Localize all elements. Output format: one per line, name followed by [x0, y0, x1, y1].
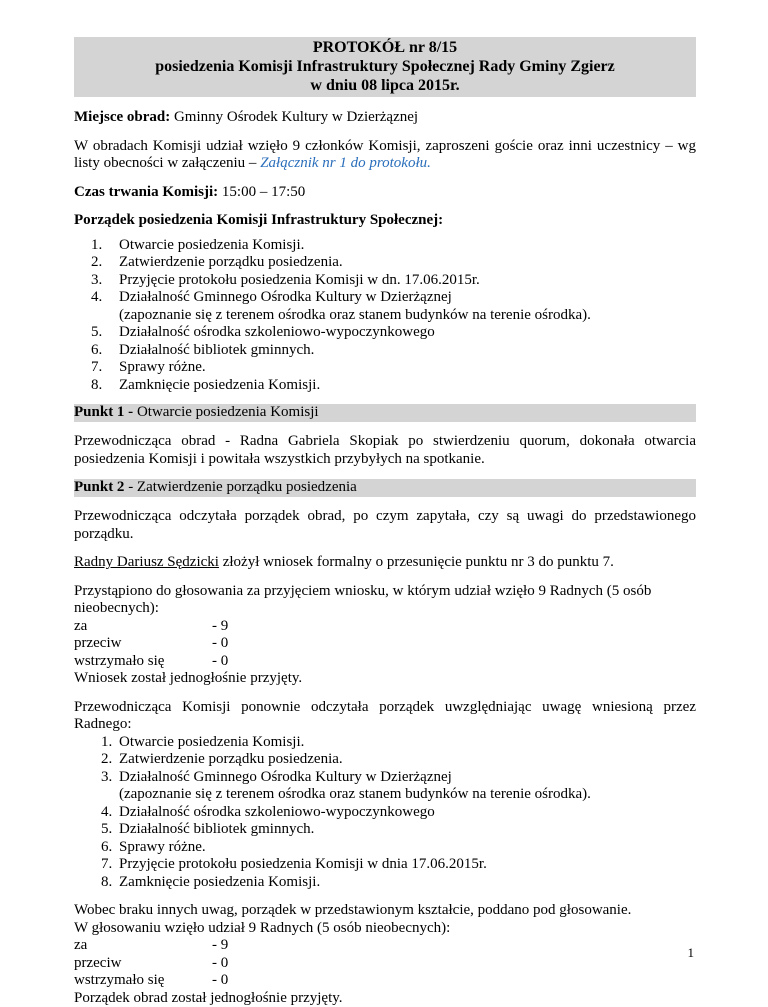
point-2-label: Punkt 2	[74, 479, 124, 495]
vote-2-label: za	[74, 937, 212, 955]
header-line-3: w dniu 08 lipca 2015r.	[74, 76, 696, 95]
agenda-item-text: Zatwierdzenie porządku posiedzenia.	[119, 254, 343, 270]
duration-label: Czas trwania Komisji:	[74, 184, 218, 200]
revised-agenda-item-number: 2.	[101, 751, 112, 769]
revised-agenda-item-text: Otwarcie posiedzenia Komisji.	[119, 734, 304, 750]
page-number: 1	[688, 945, 695, 961]
point-2-title: - Zatwierdzenie porządku posiedzenia	[124, 479, 356, 495]
agenda-heading: Porządek posiedzenia Komisji Infrastruktury Społecznej:	[74, 212, 696, 230]
agenda-item	[74, 324, 696, 342]
vote-2-row	[74, 937, 696, 955]
agenda-item	[74, 377, 696, 395]
vote-2-results	[74, 937, 696, 990]
vote-2-row	[74, 972, 696, 990]
final-vote-paragraph-2: W głosowaniu wzięło udział 9 Radnych (5 osób nieobecnych):	[74, 920, 696, 938]
agenda-item-text: Przyjęcie protokołu posiedzenia Komisji w dn. 17.06.2015r.	[119, 272, 480, 288]
point-1-text: Przewodnicząca obrad - Radna Gabriela Skopiak po stwierdzeniu quorum, dokonała otwarcia posiedzenia Komisji i powitała wszystkich przybyłych na spotkanie.	[74, 433, 696, 468]
agenda-item-number: 6.	[91, 342, 102, 360]
point-1-label: Punkt 1 -	[74, 404, 133, 420]
vote-1-intro: Przystąpiono do głosowania za przyjęciem wniosku, w którym udział wzięło 9 Radnych (5 osób nieobecnych):	[74, 583, 696, 618]
point-2-intro: Przewodnicząca odczytała porządek obrad, po czym zapytała, czy są uwagi do przedstawionego porządku.	[74, 508, 696, 543]
revised-agenda-item-text: Działalność bibliotek gminnych.	[119, 821, 314, 837]
agenda-item-number: 3.	[91, 272, 102, 290]
revised-agenda-item-number: 7.	[101, 856, 112, 874]
agenda-item-text: Działalność ośrodka szkoleniowo-wypoczynkowego	[119, 324, 435, 340]
revised-agenda-item-text: Zatwierdzenie porządku posiedzenia.	[119, 751, 343, 767]
agenda-item-text: (zapoznanie się z terenem ośrodka oraz stanem budynków na terenie ośrodka).	[119, 307, 591, 323]
vote-1-result: Wniosek został jednogłośnie przyjęty.	[74, 670, 696, 688]
vote-2-value: - 0	[212, 955, 228, 971]
revised-agenda-item-number: 3.	[101, 769, 112, 787]
vote-2-row	[74, 955, 696, 973]
revised-agenda-item-text: (zapoznanie się z terenem ośrodka oraz stanem budynków na terenie ośrodka).	[119, 786, 591, 802]
revised-agenda-item	[74, 874, 696, 892]
revised-agenda-item	[74, 821, 696, 839]
agenda-item-number: 7.	[91, 359, 102, 377]
point-1-title: Otwarcie posiedzenia Komisji	[133, 404, 318, 420]
agenda-item-text: Sprawy różne.	[119, 359, 206, 375]
vote-1-row	[74, 618, 696, 636]
revised-agenda-item	[74, 856, 696, 874]
revised-agenda-item-number: 8.	[101, 874, 112, 892]
agenda-item	[74, 342, 696, 360]
agenda-item-number: 1.	[91, 237, 102, 255]
vote-2-label: przeciw	[74, 955, 212, 973]
agenda-item-number: 5.	[91, 324, 102, 342]
revised-agenda-item	[74, 786, 696, 804]
revised-agenda-item	[74, 751, 696, 769]
agenda-item-text: Zamknięcie posiedzenia Komisji.	[119, 377, 320, 393]
place-value: Gminny Ośrodek Kultury w Dzierżąznej	[170, 109, 418, 125]
protocol-header	[74, 37, 696, 97]
point-1-header	[74, 404, 696, 422]
point-2-header	[74, 479, 696, 497]
agenda-item	[74, 237, 696, 255]
agenda-item	[74, 359, 696, 377]
place-label: Miejsce obrad:	[74, 109, 170, 125]
agenda-item	[74, 289, 696, 307]
header-line-2: posiedzenia Komisji Infrastruktury Społecznej Rady Gminy Zgierz	[74, 57, 696, 76]
revised-agenda-item-number: 5.	[101, 821, 112, 839]
agenda-item-text: Działalność bibliotek gminnych.	[119, 342, 314, 358]
revised-agenda-item-text: Przyjęcie protokołu posiedzenia Komisji w dnia 17.06.2015r.	[119, 856, 487, 872]
vote-2-value: - 0	[212, 972, 228, 988]
reread-paragraph: Przewodnicząca Komisji ponownie odczytała porządek uwzględniając uwagę wniesioną przez Radnego:	[74, 699, 696, 734]
agenda-item-text: Działalność Gminnego Ośrodka Kultury w Dzierżąznej	[119, 289, 452, 305]
meeting-duration	[74, 184, 696, 202]
attachment-link[interactable]: Załącznik nr 1 do protokołu.	[260, 155, 431, 171]
agenda-item-number: 2.	[91, 254, 102, 272]
vote-1-label: przeciw	[74, 635, 212, 653]
motion-paragraph	[74, 554, 696, 572]
vote-2-value: - 9	[212, 937, 228, 953]
revised-agenda-item-number: 4.	[101, 804, 112, 822]
revised-agenda-item-number: 6.	[101, 839, 112, 857]
revised-agenda-item-number: 1.	[101, 734, 112, 752]
agenda-list	[74, 237, 696, 395]
revised-agenda-item	[74, 804, 696, 822]
agenda-item-text: Otwarcie posiedzenia Komisji.	[119, 237, 304, 253]
revised-agenda-list	[74, 734, 696, 892]
final-vote-paragraph-1: Wobec braku innych uwag, porządek w przedstawionym kształcie, poddano pod głosowanie.	[74, 902, 696, 920]
revised-agenda-item	[74, 839, 696, 857]
revised-agenda-item	[74, 734, 696, 752]
vote-1-results	[74, 618, 696, 671]
revised-agenda-item-text: Zamknięcie posiedzenia Komisji.	[119, 874, 320, 890]
vote-2-result: Porządek obrad został jednogłośnie przyjęty.	[74, 990, 696, 1007]
vote-1-value: - 0	[212, 635, 228, 651]
agenda-item	[74, 272, 696, 290]
document-page	[74, 37, 696, 1007]
vote-1-value: - 0	[212, 653, 228, 669]
revised-agenda-item-text: Sprawy różne.	[119, 839, 206, 855]
vote-1-row	[74, 635, 696, 653]
councillor-name: Radny Dariusz Sędzicki	[74, 554, 219, 570]
agenda-item	[74, 254, 696, 272]
revised-agenda-item-text: Działalność Gminnego Ośrodka Kultury w Dzierżąznej	[119, 769, 452, 785]
vote-1-row	[74, 653, 696, 671]
vote-1-label: za	[74, 618, 212, 636]
vote-1-label: wstrzymało się	[74, 653, 212, 671]
motion-text: złożył wniosek formalny o przesunięcie punktu nr 3 do punktu 7.	[219, 554, 614, 570]
revised-agenda-item-text: Działalność ośrodka szkoleniowo-wypoczynkowego	[119, 804, 435, 820]
agenda-item-number: 4.	[91, 289, 102, 307]
agenda-item	[74, 307, 696, 325]
header-line-1: PROTOKÓŁ nr 8/15	[74, 38, 696, 57]
attendance-paragraph	[74, 138, 696, 173]
vote-2-label: wstrzymało się	[74, 972, 212, 990]
revised-agenda-item	[74, 769, 696, 787]
meeting-place	[74, 109, 696, 127]
attendance-text: W obradach Komisji udział wzięło 9 członków Komisji, zaproszeni goście oraz inni uczestnicy – wg listy obecności w załączeniu –	[74, 138, 696, 172]
vote-1-value: - 9	[212, 618, 228, 634]
agenda-item-number: 8.	[91, 377, 102, 395]
duration-value: 15:00 – 17:50	[218, 184, 305, 200]
